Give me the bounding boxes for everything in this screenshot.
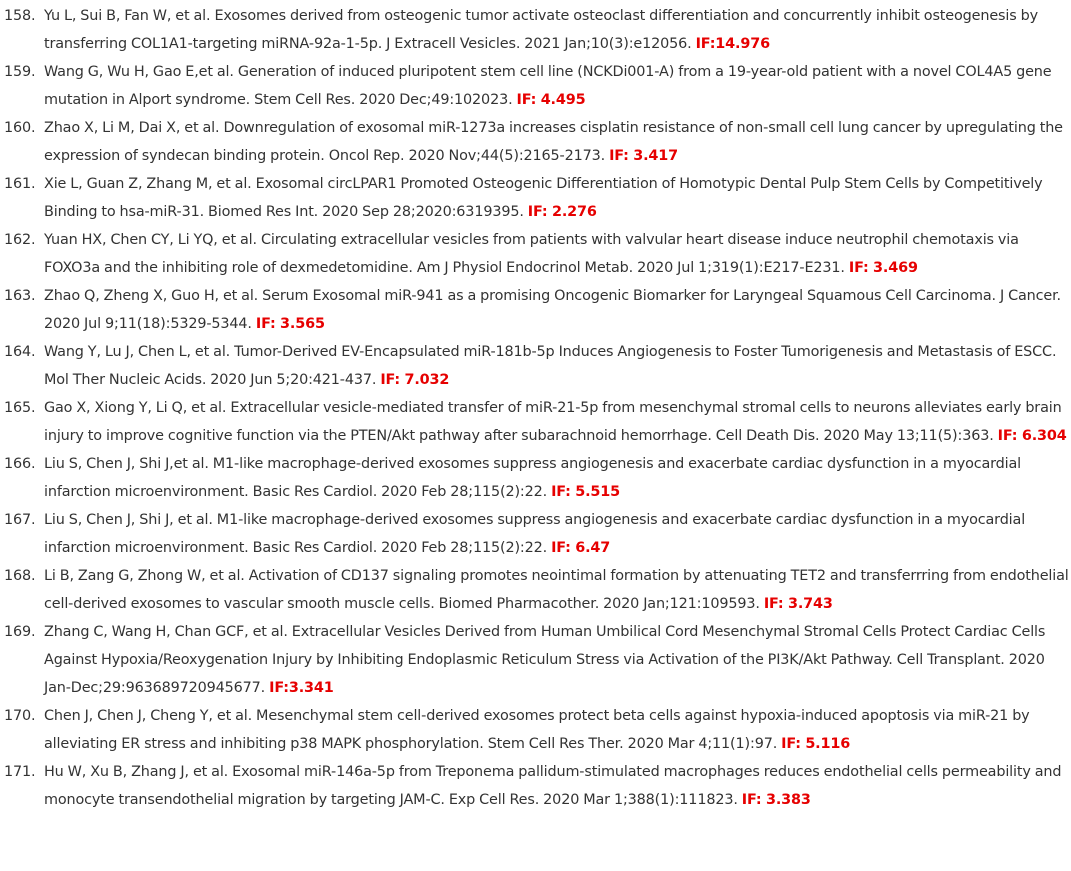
reference-number: 162. [4, 232, 36, 248]
impact-factor: IF: 3.469 [848, 260, 918, 276]
reference-citation: Yu L, Sui B, Fan W, et al. Exosomes derived from osteogenic tumor activate osteoclast differentiation and concurrently inhibit osteogenesis by transferring COL1A1-targeting miRNA-92a-1-5p. J Extracell Vesicles. 2021 Jan;10(3):e12056. [44, 8, 1038, 52]
reference-number: 171. [4, 764, 36, 780]
reference-number: 158. [4, 8, 36, 24]
reference-citation: Wang G, Wu H, Gao E,et al. Generation of induced pluripotent stem cell line (NCKDi001-A) from a 19-year-old patient with a novel COL4A5 gene mutation in Alport syndrome. Stem Cell Res. 2020 Dec;49:102023. [44, 64, 1052, 108]
impact-factor: IF: 2.276 [527, 204, 597, 220]
reference-item [0, 2, 1071, 58]
impact-factor: IF: 7.032 [380, 372, 450, 388]
reference-citation: Gao X, Xiong Y, Li Q, et al. Extracellular vesicle-mediated transfer of miR-21-5p from mesenchymal stromal cells to neurons alleviates early brain injury to improve cognitive function via the PTEN/Akt pathway after subarachnoid hemorrhage. Cell Death Dis. 2020 May 13;11(5):363. [44, 400, 1062, 444]
reference-number: 159. [4, 64, 36, 80]
impact-factor: IF:3.341 [269, 680, 334, 696]
reference-citation: Yuan HX, Chen CY, Li YQ, et al. Circulating extracellular vesicles from patients with valvular heart disease induce neutrophil chemotaxis via FOXO3a and the inhibiting role of dexmedetomidine. Am J Physiol Endocrinol Metab. 2020 Jul 1;319(1):E217-E231. [44, 232, 1019, 276]
reference-number: 167. [4, 512, 36, 528]
impact-factor: IF: 3.743 [763, 596, 833, 612]
impact-factor: IF: 4.495 [516, 92, 586, 108]
reference-item [0, 282, 1071, 338]
reference-item [0, 618, 1071, 702]
reference-number: 161. [4, 176, 36, 192]
reference-item [0, 450, 1071, 506]
impact-factor: IF: 3.383 [741, 792, 811, 808]
reference-number: 165. [4, 400, 36, 416]
reference-item [0, 170, 1071, 226]
reference-item [0, 562, 1071, 618]
reference-number: 160. [4, 120, 36, 136]
impact-factor: IF: 3.565 [255, 316, 325, 332]
reference-citation: Wang Y, Lu J, Chen L, et al. Tumor-Derived EV-Encapsulated miR-181b-5p Induces Angiogenesis to Foster Tumorigenesis and Metastasis of ESCC. Mol Ther Nucleic Acids. 2020 Jun 5;20:421-437. [44, 344, 1057, 388]
reference-item [0, 702, 1071, 758]
impact-factor: IF: 6.47 [551, 540, 611, 556]
impact-factor: IF: 3.417 [609, 148, 678, 164]
reference-citation: Li B, Zang G, Zhong W, et al. Activation of CD137 signaling promotes neointimal formation by attenuating TET2 and transferrring from endothelial cell-derived exosomes to vascular smooth muscle cells. Biomed Pharmacother. 2020 Jan;121:109593. [44, 568, 1069, 612]
reference-number: 163. [4, 288, 36, 304]
reference-item [0, 506, 1071, 562]
impact-factor: IF:14.976 [695, 36, 770, 52]
reference-number: 164. [4, 344, 36, 360]
reference-item [0, 338, 1071, 394]
reference-item [0, 114, 1071, 170]
reference-number: 170. [4, 708, 36, 724]
reference-citation: Hu W, Xu B, Zhang J, et al. Exosomal miR-146a-5p from Treponema pallidum-stimulated macrophages reduces endothelial cells permeability and monocyte transendothelial migration by targeting JAM-C. Exp Cell Res. 2020 Mar 1;388(1):111823. [44, 764, 1062, 808]
reference-citation: Zhao X, Li M, Dai X, et al. Downregulation of exosomal miR-1273a increases cisplatin resistance of non-small cell lung cancer by upregulating the expression of syndecan binding protein. Oncol Rep. 2020 Nov;44(5):2165-2173. [44, 120, 1063, 164]
reference-item [0, 758, 1071, 814]
reference-item [0, 58, 1071, 114]
reference-citation: Chen J, Chen J, Cheng Y, et al. Mesenchymal stem cell-derived exosomes protect beta cells against hypoxia-induced apoptosis via miR-21 by alleviating ER stress and inhibiting p38 MAPK phosphorylation. Stem Cell Res Ther. 2020 Mar 4;11(1):97. [44, 708, 1030, 752]
reference-citation: Liu S, Chen J, Shi J,et al. M1-like macrophage-derived exosomes suppress angiogenesis and exacerbate cardiac dysfunction in a myocardial infarction microenvironment. Basic Res Cardiol. 2020 Feb 28;115(2):22. [44, 456, 1022, 500]
reference-number: 168. [4, 568, 36, 584]
reference-number: 166. [4, 456, 36, 472]
reference-citation: Zhang C, Wang H, Chan GCF, et al. Extracellular Vesicles Derived from Human Umbilical Cord Mesenchymal Stromal Cells Protect Cardiac Cells Against Hypoxia/Reoxygenation Injury by Inhibiting Endoplasmic Reticulum Stress via Activation of the PI3K/Akt Pathway. Cell Transplant. 2020 Jan-Dec;29:963689720945677. [44, 624, 1046, 696]
reference-citation: Xie L, Guan Z, Zhang M, et al. Exosomal circLPAR1 Promoted Osteogenic Differentiation of Homotypic Dental Pulp Stem Cells by Competitively Binding to hsa-miR-31. Biomed Res Int. 2020 Sep 28;2020:6319395. [44, 176, 1043, 220]
reference-number: 169. [4, 624, 36, 640]
reference-item [0, 394, 1071, 450]
reference-citation: Liu S, Chen J, Shi J, et al. M1-like macrophage-derived exosomes suppress angiogenesis and exacerbate cardiac dysfunction in a myocardial infarction microenvironment. Basic Res Cardiol. 2020 Feb 28;115(2):22. [44, 512, 1026, 556]
impact-factor: IF: 5.116 [781, 736, 851, 752]
reference-citation: Zhao Q, Zheng X, Guo H, et al. Serum Exosomal miR-941 as a promising Oncogenic Biomarker for Laryngeal Squamous Cell Carcinoma. J Cancer. 2020 Jul 9;11(18):5329-5344. [44, 288, 1061, 332]
impact-factor: IF: 6.304 [997, 428, 1067, 444]
impact-factor: IF: 5.515 [551, 484, 621, 500]
reference-item [0, 226, 1071, 282]
